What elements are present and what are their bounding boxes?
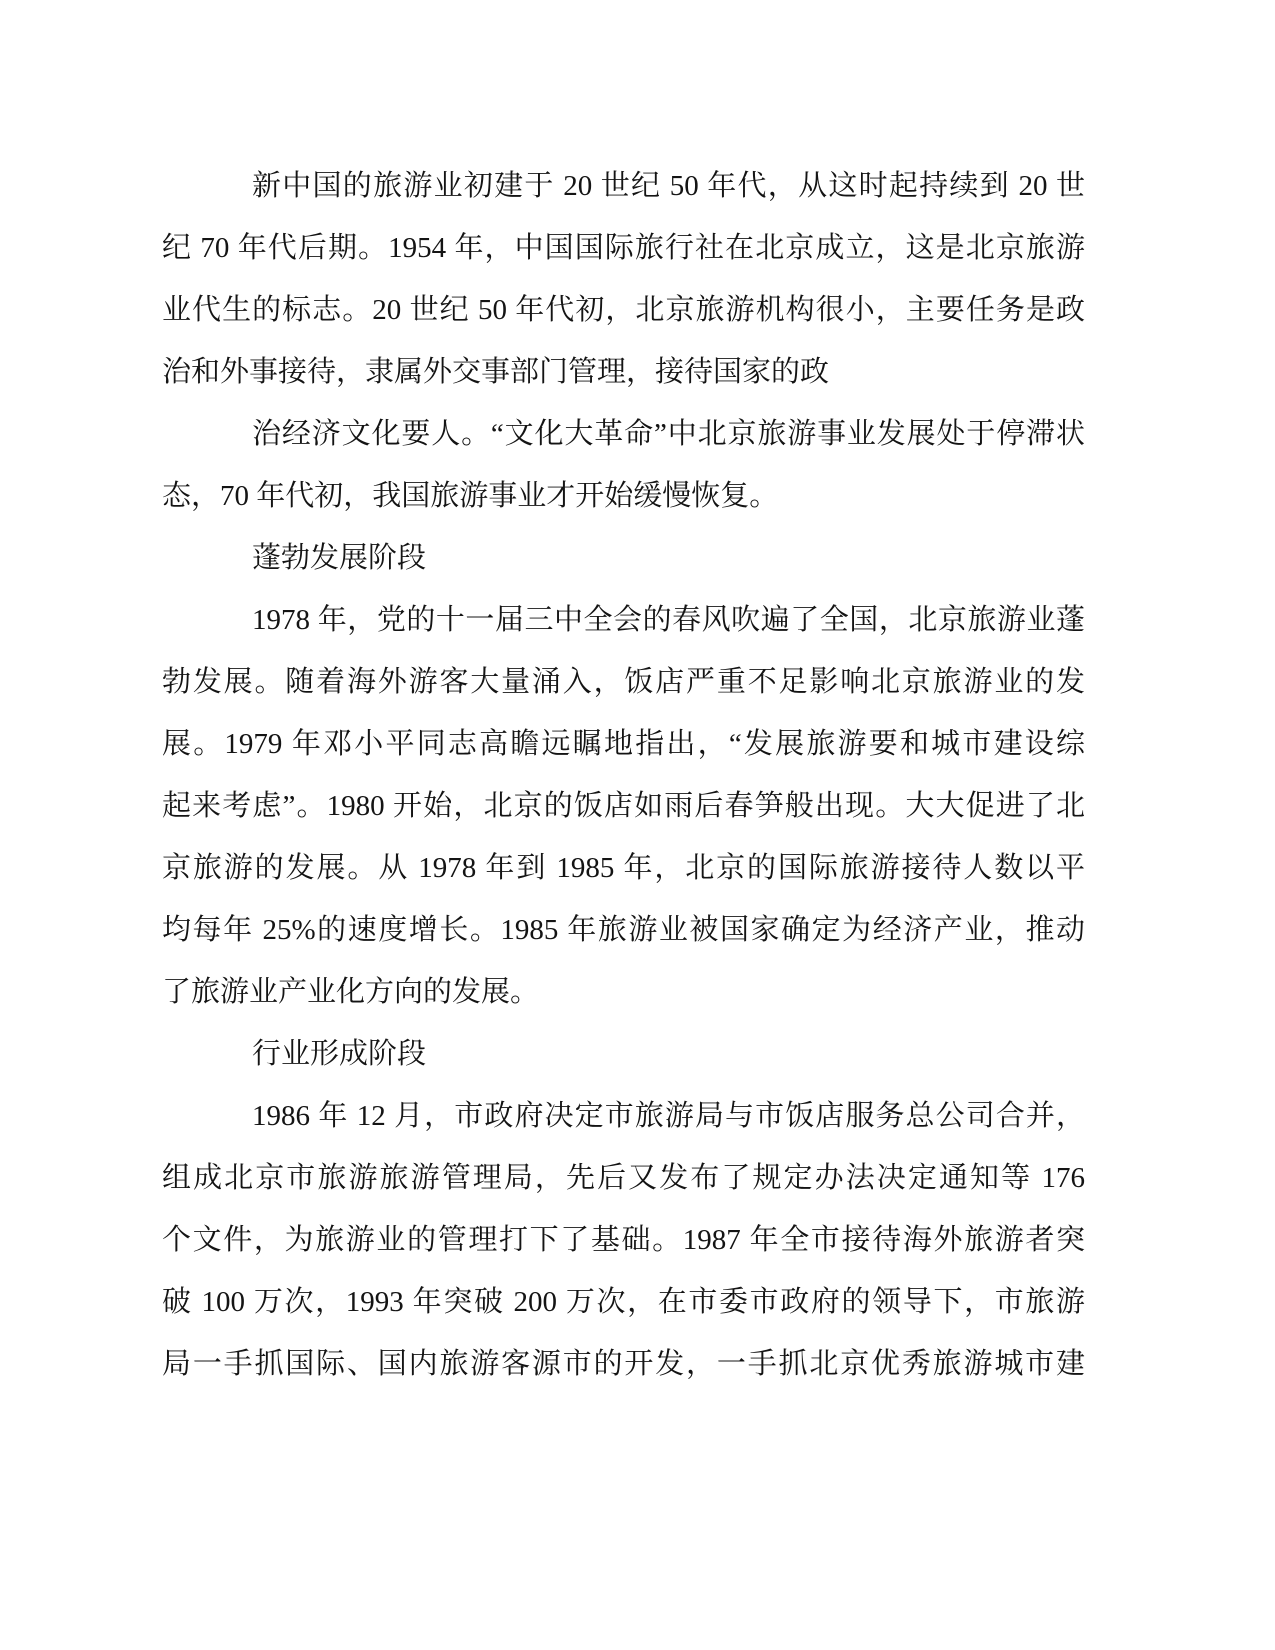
text-line: 纪 70 年代后期。1954 年，中国国际旅行社在北京成立，这是北京旅游	[162, 232, 1085, 264]
text-line: 均每年 25%的速度增长。1985 年旅游业被国家确定为经济产业，推动	[162, 914, 1085, 946]
text-line: 勃发展。随着海外游客大量涌入，饭店严重不足影响北京旅游业的发	[162, 666, 1085, 698]
text-line: 治经济文化要人。“文化大革命”中北京旅游事业发展处于停滞状	[252, 418, 1085, 450]
text-line: 1978 年，党的十一届三中全会的春风吹遍了全国，北京旅游业蓬	[252, 604, 1085, 636]
text-line: 起来考虑”。1980 开始，北京的饭店如雨后春笋般出现。大大促进了北	[162, 790, 1085, 822]
text-line: 展。1979 年邓小平同志高瞻远瞩地指出，“发展旅游要和城市建设综	[162, 728, 1085, 760]
text-line: 了旅游业产业化方向的发展。	[162, 976, 540, 1008]
section-heading: 蓬勃发展阶段	[252, 542, 427, 574]
text-line: 新中国的旅游业初建于 20 世纪 50 年代，从这时起持续到 20 世	[252, 170, 1085, 202]
text-line: 态，70 年代初，我国旅游事业才开始缓慢恢复。	[162, 480, 779, 512]
text-line: 1986 年 12 月，市政府决定市旅游局与市饭店服务总公司合并，	[252, 1100, 1085, 1132]
text-line: 破 100 万次，1993 年突破 200 万次，在市委市政府的领导下，市旅游	[162, 1286, 1085, 1318]
text-line: 业代生的标志。20 世纪 50 年代初，北京旅游机构很小，主要任务是政	[162, 294, 1085, 326]
text-line: 京旅游的发展。从 1978 年到 1985 年，北京的国际旅游接待人数以平	[162, 852, 1085, 884]
section-heading: 行业形成阶段	[252, 1038, 427, 1070]
text-line: 局一手抓国际、国内旅游客源市的开发，一手抓北京优秀旅游城市建	[162, 1348, 1085, 1380]
text-line: 治和外事接待，隶属外交事部门管理，接待国家的政	[162, 356, 830, 388]
document-text-block	[162, 155, 1085, 1395]
text-line: 个文件，为旅游业的管理打下了基础。1987 年全市接待海外旅游者突	[162, 1224, 1085, 1256]
text-line: 组成北京市旅游旅游管理局，先后又发布了规定办法决定通知等 176	[162, 1162, 1085, 1194]
